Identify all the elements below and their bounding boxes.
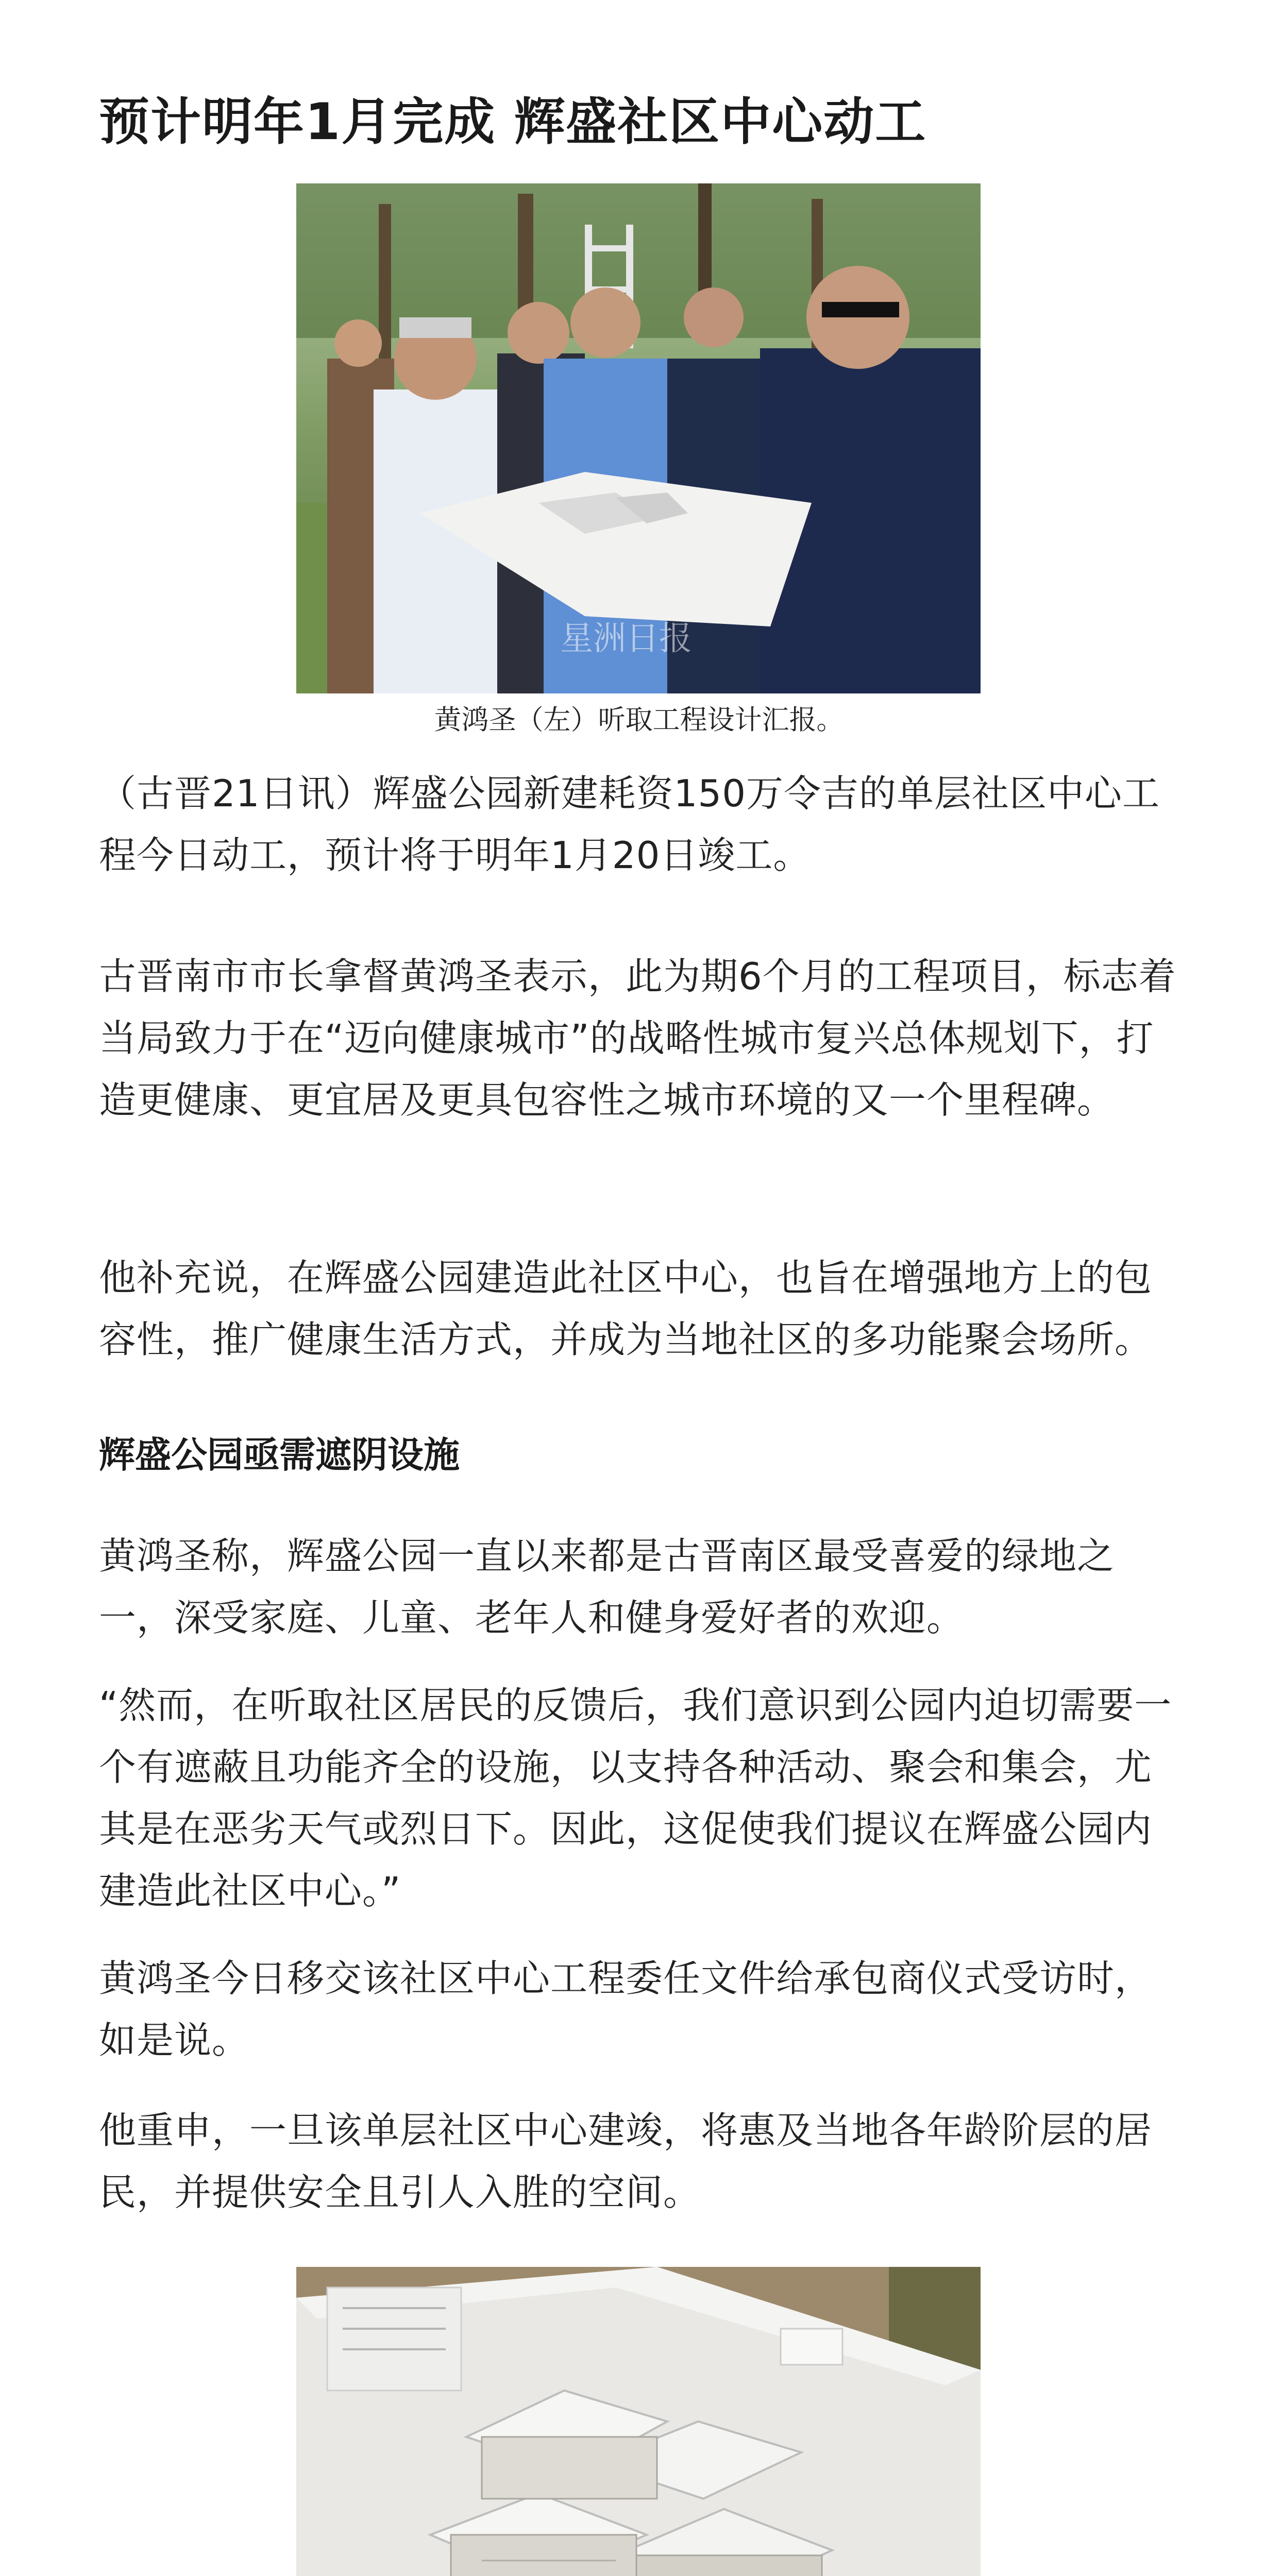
paragraph-6: 黄鸿圣今日移交该社区中心工程委任文件给承包商仪式受访时，如是说。	[99, 1957, 1153, 2062]
paragraph-3: 他补充说，在辉盛公园建造此社区中心，也旨在增强地方上的包容性，推广健康生活方式，并成为当地社区的多功能聚会场所。	[99, 1256, 1153, 1361]
article-title: 预计明年1月完成 辉盛社区中心动工	[99, 92, 927, 151]
photo-officials-viewing-model	[296, 183, 981, 693]
caption-figure-1: 黄鸿圣（左）听取工程设计汇报。	[434, 704, 844, 736]
watermark-text: 星洲日报	[560, 620, 692, 658]
paragraph-7: 他重申，一旦该单层社区中心建竣，将惠及当地各年龄阶层的居民，并提供安全且引人入胜的空间。	[99, 2109, 1153, 2214]
paragraph-4: 黄鸿圣称，辉盛公园一直以来都是古晋南区最受喜爱的绿地之一，深受家庭、儿童、老年人和健身爱好者的欢迎。	[99, 1534, 1115, 1639]
paragraph-1: （古晋21日讯）辉盛公园新建耗资150万令吉的单层社区中心工程今日动工，预计将于明年1月20日竣工。	[99, 772, 1160, 877]
photo-architectural-model	[296, 2267, 981, 2576]
paragraph-2: 古晋南市市长拿督黄鸿圣表示，此为期6个月的工程项目，标志着当局致力于在“迈向健康城市”的战略性城市复兴总体规划下，打造更健康、更宜居及更具包容性之城市环境的又一个里程碑。	[99, 955, 1176, 1122]
paragraph-5: “然而，在听取社区居民的反馈后，我们意识到公园内迫切需要一个有遮蔽且功能齐全的设施，以支持各种活动、聚会和集会，尤其是在恶劣天气或烈日下。因此，这促使我们提议在辉盛公园内建造此社区中心。”	[99, 1684, 1172, 1912]
photo-architectural-model-image	[296, 2267, 981, 2576]
section-subheading: 辉盛公园亟需遮阴设施	[99, 1434, 460, 1476]
photo-officials-viewing-model-image	[296, 183, 981, 693]
